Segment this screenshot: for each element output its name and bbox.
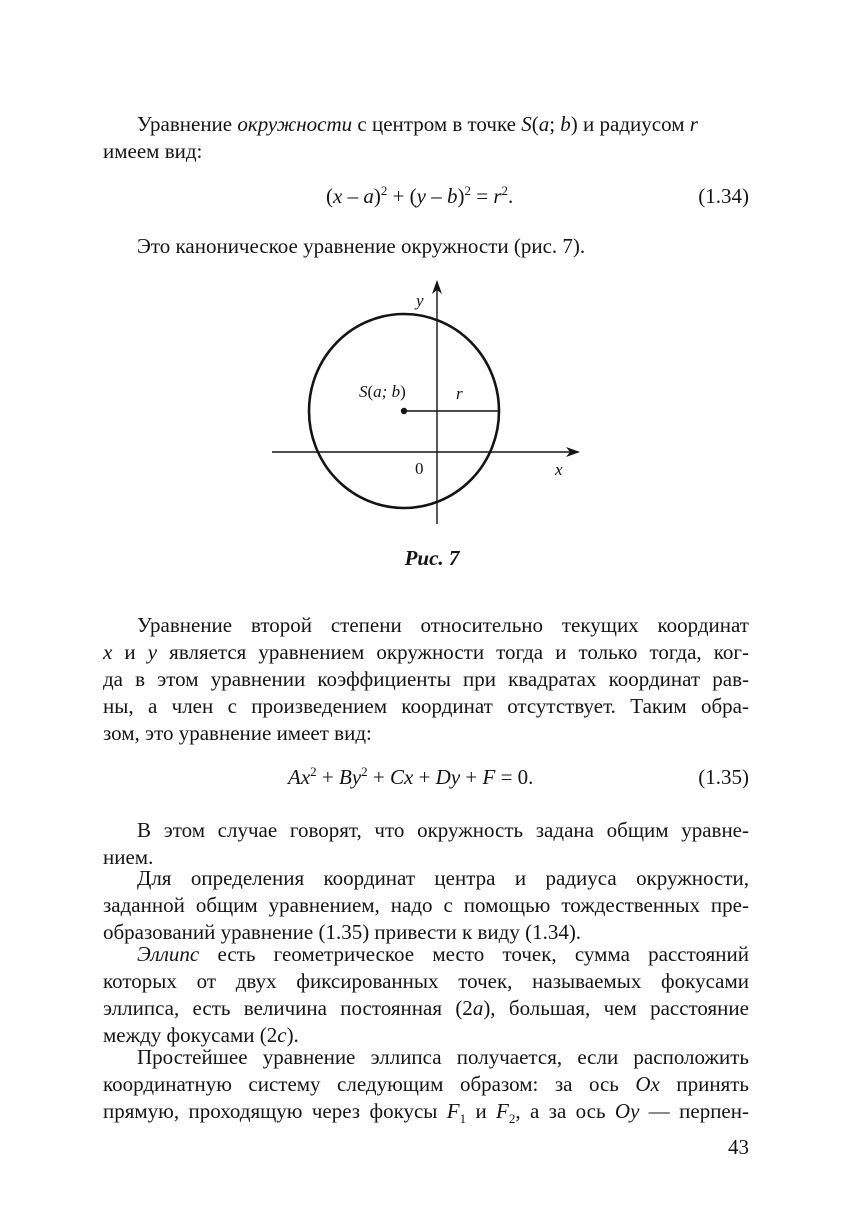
paragraph3-line4: ны, а член с произведением координат отсутствует. Таким обра- (103, 694, 749, 718)
eq-part: y (416, 184, 426, 208)
paragraph3-line2 (103, 638, 749, 666)
paragraph6-line3 (103, 994, 749, 1022)
var: b (560, 112, 571, 136)
text: с центром в точке (352, 112, 522, 136)
eq-part: b (447, 184, 458, 208)
paragraph2: Это каноническое уравнение окружности (рис. 7). (137, 234, 586, 258)
y-label: y (416, 291, 424, 310)
text: принять (659, 1072, 749, 1096)
var: F (496, 1099, 509, 1123)
text: ), большая, чем расстояние (483, 996, 749, 1020)
eq-part: ( (326, 184, 333, 208)
center-paren: ) (400, 382, 406, 401)
paragraph7-line3 (103, 1097, 749, 1125)
equation-number-1-34: (1.34) (698, 184, 749, 208)
eq-part: = 0. (495, 765, 534, 789)
x-label: x (555, 460, 563, 479)
paragraph4-line2: нием. (103, 845, 154, 869)
subscript: 2 (508, 1111, 516, 1125)
paragraph7-line1: Простейшее уравнение эллипса получается, если расположить (137, 1045, 749, 1069)
var: c (277, 1023, 287, 1047)
var: Ox (635, 1072, 660, 1096)
var: S (521, 112, 532, 136)
paragraph3-line3: да в этом уравнении коэффициенты при квадратах координат рав- (103, 667, 749, 691)
eq-part: Ax (288, 765, 311, 789)
eq-part: – (426, 184, 447, 208)
text: прямую, проходящую через фокусы (103, 1099, 447, 1123)
var: a (472, 996, 484, 1020)
var: y (147, 640, 158, 664)
text: является уравнением окружности тогда и только тогда, ког- (157, 640, 749, 664)
paragraph4-line1: В этом случае говорят, что окружность задана общим уравне- (137, 818, 749, 842)
text: ). (286, 1023, 299, 1047)
text: и (112, 640, 148, 664)
eq-sup: 2 (380, 183, 388, 198)
center-label (359, 378, 406, 406)
radius-label (456, 380, 463, 408)
eq-sup: 2 (310, 764, 317, 779)
center-point (401, 408, 407, 414)
center-coords: a; b (373, 382, 401, 401)
eq-sup: 2 (361, 764, 368, 779)
x-axis-label (555, 456, 563, 484)
eq-sup: 2 (464, 183, 471, 198)
eq-part: + ( (387, 184, 417, 208)
var: x (103, 640, 113, 664)
eq-part: x (333, 184, 343, 208)
paragraph3-line1: Уравнение второй степени относительно текущих координат (137, 613, 749, 637)
eq-part: ) (373, 184, 381, 208)
eq-part: a (363, 184, 374, 208)
equation-1-35 (288, 763, 533, 791)
term-circle: окружности (237, 112, 353, 136)
eq-part: ) (457, 184, 465, 208)
eq-part: r (493, 184, 502, 208)
center-S: S (359, 382, 368, 401)
eq-part: = (471, 184, 494, 208)
text: ; (549, 112, 561, 136)
text: эллипса, есть величина постоянная (2 (103, 996, 473, 1020)
paragraph6-line1 (137, 940, 749, 968)
eq-part: + (460, 765, 483, 789)
eq-part: – (342, 184, 364, 208)
r-label: r (456, 384, 463, 403)
eq-part: Dy (435, 765, 461, 789)
var: Oy (614, 1099, 640, 1123)
paragraph1-line2: имеем вид: (103, 139, 203, 163)
eq-part: F (482, 765, 496, 789)
paragraph5-line2: заданной общим уравнением, надо с помощью тождественных пре- (103, 893, 749, 917)
y-axis-label (416, 287, 424, 315)
center-paren: ( (367, 382, 374, 401)
text: между фокусами (2 (103, 1023, 278, 1047)
text: ( (531, 112, 539, 136)
text: — перпен- (639, 1099, 749, 1123)
term-ellipse: Эллипс (137, 942, 200, 966)
text: Уравнение (137, 112, 238, 136)
eq-part: + (316, 765, 339, 789)
var: a (538, 112, 550, 136)
paragraph5-line3: образований уравнение (1.35) привести к виду (1.34). (103, 920, 582, 944)
var: r (689, 112, 698, 136)
eq-part: + (413, 765, 436, 789)
paragraph7-line2 (103, 1070, 749, 1098)
figure-caption: Рис. 7 (404, 546, 460, 570)
text: координатную систему следующим образом: за ось (103, 1072, 636, 1096)
text: ) и радиусом (570, 112, 690, 136)
subscript: 1 (459, 1111, 467, 1125)
eq-part: By (339, 765, 362, 789)
text: есть геометрическое место точек, сумма расстояний (199, 942, 749, 966)
eq-part: . (508, 184, 514, 208)
origin-label: 0 (415, 459, 424, 478)
text: и (466, 1099, 497, 1123)
equation-number-1-35: (1.35) (698, 765, 749, 789)
paragraph3-line5: зом, это уравнение имеет вид: (103, 721, 372, 745)
eq-part: + (367, 765, 390, 789)
eq-part: Cx (390, 765, 414, 789)
text: , а за ось (515, 1099, 615, 1123)
eq-sup: 2 (501, 183, 509, 198)
var: F (446, 1099, 460, 1123)
page-number: 43 (728, 1135, 749, 1159)
paragraph6-line2: которых от двух фиксированных точек, называемых фокусами (103, 969, 749, 993)
paragraph5-line1: Для определения координат центра и радиуса окружности, (137, 866, 749, 890)
